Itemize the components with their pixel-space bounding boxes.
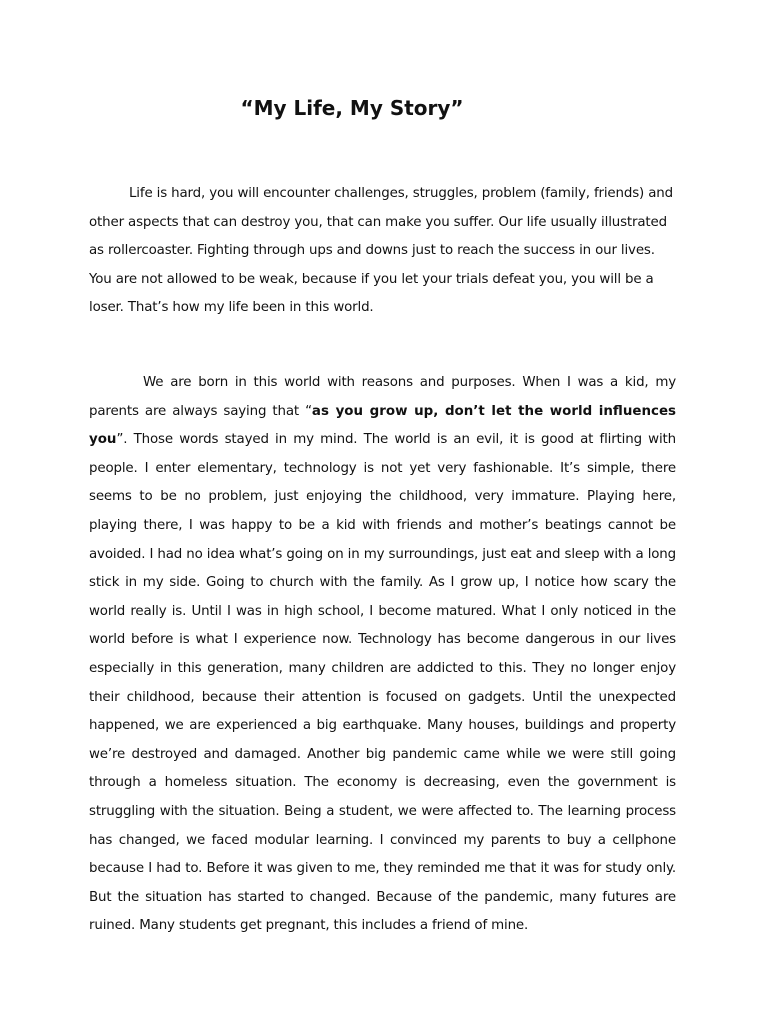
- paragraph-main: [89, 369, 676, 941]
- paragraph-main-text-start: We are born in this world with reasons and purposes. When I was a kid, my parents are always saying that “: [89, 375, 676, 419]
- paragraph-intro: Life is hard, you will encounter challenges, struggles, problem (family, friends) and other aspects that can destroy you, that can make you suffer. Our life usually illustrated as rollercoaster. Fighting through ups and downs just to reach the success in our lives. You are not allowed to be weak, because if you let your trials defeat you, you will be a loser. That’s how my life been in this world.: [89, 186, 673, 316]
- parents-quote: as you grow up, don’t let the world influences you: [89, 403, 676, 448]
- paragraph-main-text-end: ”. Those words stayed in my mind. The world is an evil, it is good at flirting with people. I enter elementary, technology is not yet very fashionable. It’s simple, there seems to be no problem, just enjoying the childhood, very immature. Playing here, playing there, I was happy to be a kid with friends and mother’s beatings cannot be avoided. I had no idea what’s going on in my surroundings, just eat and sleep with a long stick in my side. Going to church with the family. As I grow up, I notice how scary the world really is. Until I was in high school, I become matured. What I only noticed in the world before is what I experience now. Technology has become dangerous in our lives especially in this generation, many children are addicted to this. They no longer enjoy their childhood, because their attention is focused on gadgets. Until the unexpected happened, we are experienced a big earthquake. Many houses, buildings and property we’re destroyed and damaged. Another big pandemic came while we were still going through a homeless situation. The economy is decreasing, even the government is struggling with the situation. Being a student, we were affected to. The learning process has changed, we faced modular learning. I convinced my parents to buy a cellphone because I had to. Before it was given to me, they reminded me that it was for study only. But the situation has started to changed. Because of the pandemic, many futures are ruined. Many students get pregnant, this includes a friend of mine.: [89, 432, 676, 934]
- document-title: “My Life, My Story”: [240, 96, 464, 120]
